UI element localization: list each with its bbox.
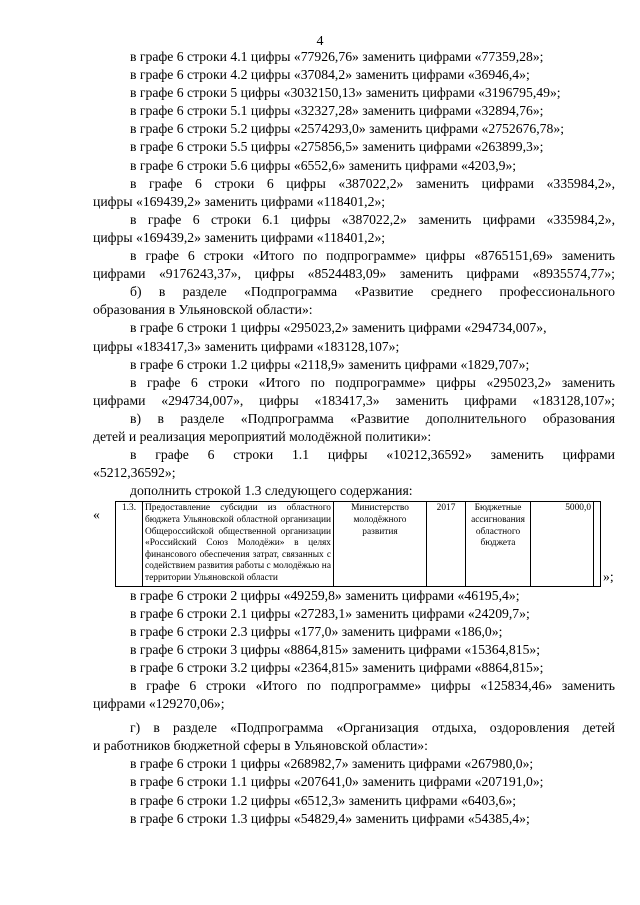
text-line: цифры «169439,2» заменить цифрами «118401,2»;: [93, 229, 386, 245]
text-line: в графе 6 строки 1.1 цифры «10212,36592» заменить цифрами: [130, 447, 615, 463]
inserted-row-table: [115, 501, 601, 586]
text-line: «5212,36592»;: [93, 465, 176, 481]
text-line: цифрами «9176243,37», цифры «8524483,09» заменить цифрами «8935574,77»;: [93, 266, 615, 282]
text-line: в графе 6 строки «Итого по подпрограмме» цифры «125834,46» заменить: [130, 677, 615, 693]
amount-cell: 5000,0: [531, 502, 594, 586]
text-line: цифрами «294734,007», цифры «183417,3» заменить цифрами «183128,107»;: [93, 392, 615, 408]
section-heading-b: б) в разделе «Подпрограмма «Развитие среднего профессионального: [130, 284, 615, 300]
text-line: в графе 6 строки 2.3 цифры «177,0» заменить цифрами «186,0»;: [130, 623, 503, 639]
text-line: в графе 6 строки 1.2 цифры «6512,3» заменить цифрами «6403,6»;: [130, 792, 517, 808]
section-heading-g: г) в разделе «Подпрограмма «Организация отдыха, оздоровления детей: [130, 720, 615, 736]
text-line: в графе 6 строки 6.1 цифры «387022,2» заменить цифрами «335984,2»,: [130, 211, 615, 227]
text-line: в графе 6 строки 4.1 цифры «77926,76» заменить цифрами «77359,28»;: [130, 49, 544, 64]
text-line: в графе 6 строки 2 цифры «49259,8» заменить цифрами «46195,4»;: [130, 587, 520, 603]
page-number: 4: [316, 34, 324, 49]
text-line: в графе 6 строки 5.5 цифры «275856,5» заменить цифрами «263899,3»;: [130, 139, 544, 155]
text-line: цифрами «129270,06»;: [93, 696, 225, 712]
text-line: в графе 6 строки 5.2 цифры «2574293,0» заменить цифрами «2752676,78»;: [130, 121, 565, 137]
text-line: цифры «183417,3» заменить цифрами «183128,107»;: [93, 338, 400, 354]
text-line: в графе 6 строки 4.2 цифры «37084,2» заменить цифрами «36946,4»;: [130, 67, 530, 83]
description-cell: Предоставление субсидии из областного бюджета Ульяновской областной организации Общероссийской общественной организации «Российский Союз Молодёжи» в целях финансового обеспечения затрат, связанных с содействием развития работы с молодёжью на территории Ульяновской области: [143, 502, 334, 586]
text-line: в графе 6 строки 1.3 цифры «54829,4» заменить цифрами «54385,4»;: [130, 810, 530, 826]
document-body: [93, 48, 615, 828]
table-row: [116, 502, 601, 586]
text-line: в графе 6 строки 1 цифры «295023,2» заменить цифрами «294734,007»,: [130, 320, 547, 336]
row-number-cell: 1.3.: [116, 502, 143, 586]
executor-cell: Министерство молодёжного развития: [334, 502, 427, 586]
closing-quote: »;: [603, 568, 614, 584]
text-line: в графе 6 строки «Итого по подпрограмме» цифры «295023,2» заменить: [130, 374, 615, 390]
text-line: в графе 6 строки 2.1 цифры «27283,1» заменить цифрами «24209,7»;: [130, 605, 530, 621]
text-line: дополнить строкой 1.3 следующего содержания:: [130, 483, 413, 499]
text-line: цифры «169439,2» заменить цифрами «118401,2»;: [93, 193, 386, 209]
year-cell: 2017: [427, 502, 466, 586]
text-line: в графе 6 строки 1.1 цифры «207641,0» заменить цифрами «207191,0»;: [130, 774, 544, 790]
text-line: в графе 6 строки 6 цифры «387022,2» заменить цифрами «335984,2»,: [130, 175, 615, 191]
text-line: детей и реализация мероприятий молодёжной политики»:: [93, 428, 432, 444]
text-line: в графе 6 строки 1.2 цифры «2118,9» заменить цифрами «1829,707»;: [130, 356, 530, 372]
text-line: в графе 6 строки 5 цифры «3032150,13» заменить цифрами «3196795,49»;: [130, 85, 561, 101]
text-line: в графе 6 строки 3.2 цифры «2364,815» заменить цифрами «8864,815»;: [130, 659, 544, 675]
text-line: и работников бюджетной сферы в Ульяновской области»:: [93, 738, 428, 754]
funding-source-cell: Бюджетные ассигнования областного бюджета: [466, 502, 531, 586]
empty-cell: [594, 502, 601, 586]
text-line: в графе 6 строки 5.1 цифры «32327,28» заменить цифрами «32894,76»;: [130, 103, 544, 119]
text-line: в графе 6 строки 5.6 цифры «6552,6» заменить цифрами «4203,9»;: [130, 157, 517, 173]
opening-quote: «: [93, 507, 100, 523]
text-line: в графе 6 строки 3 цифры «8864,815» заменить цифрами «15364,815»;: [130, 641, 541, 657]
text-line: в графе 6 строки «Итого по подпрограмме» цифры «8765151,69» заменить: [130, 248, 615, 264]
text-line: в графе 6 строки 1 цифры «268982,7» заменить цифрами «267980,0»;: [130, 756, 534, 772]
text-line: образования в Ульяновской области»:: [93, 302, 313, 318]
section-heading-v: в) в разделе «Подпрограмма «Развитие дополнительного образования: [130, 410, 615, 426]
inserted-table-block: [93, 501, 615, 586]
